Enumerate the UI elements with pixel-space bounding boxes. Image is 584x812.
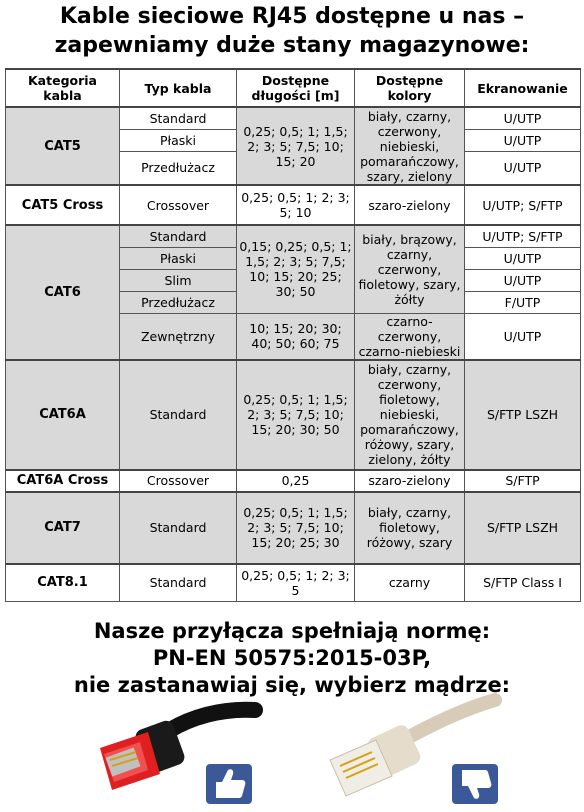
table-row bbox=[6, 564, 581, 602]
title-line-1: Kable sieciowe RJ45 dostępne u nas – bbox=[59, 4, 525, 29]
lengths-cell: 0,25; 0,5; 1; 2; 3; 5; 10 bbox=[237, 185, 355, 225]
type-cell: Płaski bbox=[120, 129, 237, 151]
shielding-cell: S/FTP bbox=[465, 470, 581, 492]
group-cat6a-cross bbox=[6, 470, 581, 492]
page-title bbox=[0, 2, 584, 60]
comparison-svg bbox=[0, 690, 584, 808]
category-cell: CAT8.1 bbox=[6, 564, 120, 602]
norm-line-1: Nasze przyłącza spełniają normę: bbox=[93, 619, 491, 643]
table-header-row bbox=[6, 69, 581, 107]
colors-cell: biały, brązowy, czarny, czerwony, fioletowy, szary, żółty bbox=[355, 225, 465, 313]
group-cat6a bbox=[6, 360, 581, 470]
lengths-cell: 0,25 bbox=[237, 470, 355, 492]
shielding-cell: U/UTP bbox=[465, 107, 581, 129]
norm-caption bbox=[0, 618, 584, 699]
shielding-cell: U/UTP; S/FTP bbox=[465, 225, 581, 247]
shielding-cell: S/FTP LSZH bbox=[465, 492, 581, 564]
comparison-images bbox=[0, 690, 584, 808]
group-cat5 bbox=[6, 107, 581, 185]
title-line-2: zapewniamy duże stany magazynowe: bbox=[54, 33, 530, 58]
shielding-cell: U/UTP bbox=[465, 269, 581, 291]
type-cell: Standard bbox=[120, 360, 237, 470]
lengths-cell: 0,25; 0,5; 1; 1,5; 2; 3; 5; 7,5; 10; 15; 20 bbox=[237, 107, 355, 185]
colors-cell: szaro-zielony bbox=[355, 470, 465, 492]
group-cat7 bbox=[6, 492, 581, 564]
colors-cell: biały, czarny, czerwony, fioletowy, niebieski, pomarańczowy, różowy, szary, zielony, żółty bbox=[355, 360, 465, 470]
type-cell: Przedłużacz bbox=[120, 151, 237, 185]
table-row bbox=[6, 492, 581, 564]
norm-line-2: PN-EN 50575:2015-03P, bbox=[152, 646, 432, 670]
type-cell: Płaski bbox=[120, 247, 237, 269]
type-cell: Standard bbox=[120, 564, 237, 602]
colors-cell: biały, czarny, czerwony, niebieski, pomarańczowy, szary, zielony bbox=[355, 107, 465, 185]
shielding-cell: S/FTP Class I bbox=[465, 564, 581, 602]
col-header-colors: Dostępne kolory bbox=[355, 69, 465, 107]
lengths-cell: 0,25; 0,5; 1; 1,5; 2; 3; 5; 7,5; 10; 15; 20; 25; 30 bbox=[237, 492, 355, 564]
type-cell: Crossover bbox=[120, 185, 237, 225]
thumbs-up-icon bbox=[206, 764, 252, 804]
lengths-cell: 0,15; 0,25; 0,5; 1; 1,5; 2; 3; 5; 7,5; 10; 15; 20; 25; 30; 50 bbox=[237, 225, 355, 313]
table-row bbox=[6, 107, 581, 129]
thumbs-down-icon bbox=[452, 764, 498, 804]
shielding-cell: U/UTP bbox=[465, 129, 581, 151]
col-header-shielding: Ekranowanie bbox=[465, 69, 581, 107]
shielding-cell: U/UTP bbox=[465, 247, 581, 269]
col-header-type: Typ kabla bbox=[120, 69, 237, 107]
type-cell: Standard bbox=[120, 492, 237, 564]
shielding-cell: F/UTP bbox=[465, 291, 581, 313]
colors-cell: szaro-zielony bbox=[355, 185, 465, 225]
colors-cell: czarny bbox=[355, 564, 465, 602]
group-cat8-1 bbox=[6, 564, 581, 602]
group-cat6 bbox=[6, 225, 581, 360]
type-cell: Standard bbox=[120, 225, 237, 247]
lengths-cell: 0,25; 0,5; 1; 2; 3; 5 bbox=[237, 564, 355, 602]
table-row bbox=[6, 225, 581, 247]
type-cell: Przedłużacz bbox=[120, 291, 237, 313]
type-cell: Standard bbox=[120, 107, 237, 129]
shielding-cell: S/FTP LSZH bbox=[465, 360, 581, 470]
lengths-cell: 10; 15; 20; 30; 40; 50; 60; 75 bbox=[237, 313, 355, 360]
category-cell: CAT6 bbox=[6, 225, 120, 360]
colors-cell: czarno-czerwony, czarno-niebieski bbox=[355, 313, 465, 360]
table-row bbox=[6, 185, 581, 225]
norm-line-3: nie zastanawiaj się, wybierz mądrze: bbox=[73, 673, 511, 697]
shielding-cell: U/UTP; S/FTP bbox=[465, 185, 581, 225]
type-cell: Zewnętrzny bbox=[120, 313, 237, 360]
shielding-cell: U/UTP bbox=[465, 313, 581, 360]
category-cell: CAT5 bbox=[6, 107, 120, 185]
colors-cell: biały, czarny, fioletowy, różowy, szary bbox=[355, 492, 465, 564]
cable-spec-table bbox=[5, 68, 581, 602]
category-cell: CAT5 Cross bbox=[6, 185, 120, 225]
lengths-cell: 0,25; 0,5; 1; 1,5; 2; 3; 5; 7,5; 10; 15; 20; 30; 50 bbox=[237, 360, 355, 470]
category-cell: CAT6A bbox=[6, 360, 120, 470]
group-cat5-cross bbox=[6, 185, 581, 225]
col-header-lengths: Dostępne długości [m] bbox=[237, 69, 355, 107]
type-cell: Slim bbox=[120, 269, 237, 291]
category-cell: CAT6A Cross bbox=[6, 470, 120, 492]
table-row bbox=[6, 360, 581, 470]
type-cell: Crossover bbox=[120, 470, 237, 492]
category-cell: CAT7 bbox=[6, 492, 120, 564]
shielding-cell: U/UTP bbox=[465, 151, 581, 185]
table-row bbox=[6, 470, 581, 492]
col-header-category: Kategoria kabla bbox=[6, 69, 120, 107]
